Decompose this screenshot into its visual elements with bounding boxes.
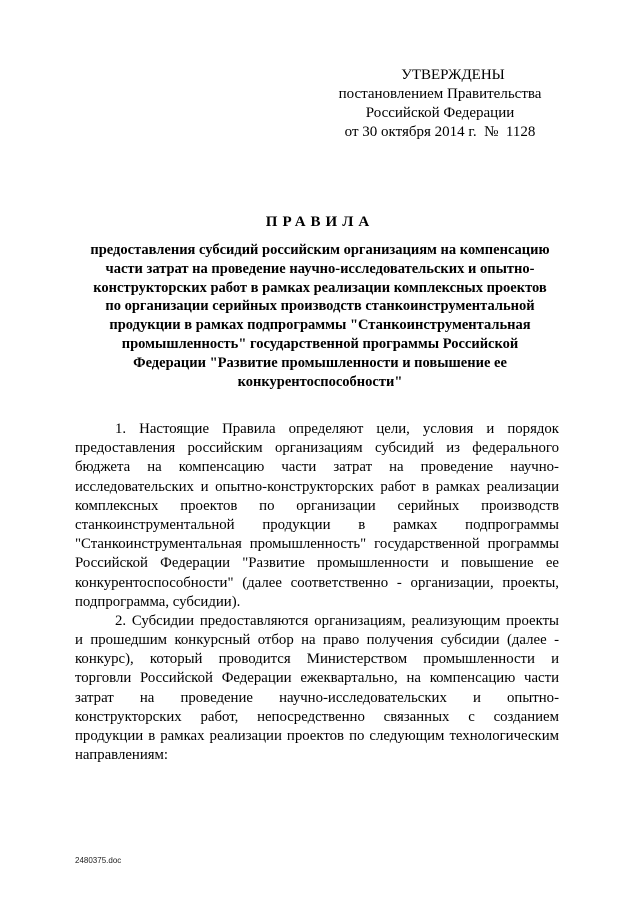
subtitle-line: промышленность" государственной программы Российской	[121, 335, 519, 352]
approval-block	[320, 66, 560, 142]
subtitle-line: конкурентоспособности"	[237, 373, 403, 390]
paragraph-line: подпрограмма, субсидии).	[75, 593, 241, 610]
paragraph-line: 1. Настоящие Правила определяют цели, условия и порядок	[115, 421, 559, 437]
paragraph-line: конструкторских работ, непосредственно связанных с созданием	[75, 708, 559, 725]
subtitle-line: Федерации "Развитие промышленности и повышение ее	[133, 354, 507, 371]
paragraph-line: и прошедшим конкурсный отбор на право получения субсидии (далее -	[75, 632, 559, 649]
approval-line-1: постановлением Правительства	[338, 86, 542, 102]
subtitle-line: предоставления субсидий российским организациям на компенсацию	[90, 242, 550, 258]
document-body	[75, 420, 559, 765]
paragraph-line: направлениям:	[75, 747, 169, 764]
paragraph-line: комплексных проектов по организации серийных производств	[75, 497, 559, 514]
paragraph-line: торговли Российской Федерации ежеквартально, на компенсацию части	[75, 670, 559, 687]
paragraph-2	[75, 612, 559, 766]
paragraph-line: конкурентоспособности" (далее соответственно - организации, проекты,	[75, 574, 559, 591]
paragraph-line: "Станкоинструментальная промышленность" государственной программы	[75, 536, 559, 553]
subtitle-line: продукции в рамках подпрограммы "Станкоинструментальная	[109, 317, 531, 334]
document-title: ПРАВИЛА	[265, 214, 375, 230]
paragraph-line: бюджета на компенсацию части затрат на проведение научно-	[75, 459, 559, 476]
subtitle-line: конструкторских работ в рамках реализации комплексных проектов	[93, 279, 547, 296]
paragraph-line: конкурс), который проводится Министерством промышленности и	[75, 651, 559, 668]
document-subtitle	[80, 241, 560, 391]
paragraph-line: продукции в рамках реализации проектов по следующим технологическим	[75, 728, 559, 744]
paragraph-line: Российской Федерации "Развитие промышленности и повышение ее	[75, 555, 559, 572]
paragraph-1	[75, 420, 559, 612]
paragraph-line: предоставления российским организациям субсидий из федерального	[75, 440, 559, 457]
paragraph-line: затрат на проведение научно-исследовательских и опытно-	[75, 689, 559, 706]
subtitle-line: части затрат на проведение научно-исследовательских и опытно-	[105, 260, 535, 277]
approval-heading: УТВЕРЖДЕНЫ	[401, 67, 505, 83]
paragraph-line: 2. Субсидии предоставляются организациям, реализующим проекты	[115, 612, 559, 629]
approval-line-2: Российской Федерации	[365, 105, 515, 121]
file-name-footer: 2480375.doc	[75, 856, 122, 865]
paragraph-line: исследовательских и опытно-конструкторских работ в рамках реализации	[75, 478, 559, 495]
paragraph-line: станкоинструментальной продукции в рамках подпрограммы	[75, 516, 559, 533]
approval-date-line: от 30 октября 2014 г. № 1128	[344, 124, 536, 140]
subtitle-line: по организации серийных производств станкоинструментальной	[105, 298, 535, 315]
